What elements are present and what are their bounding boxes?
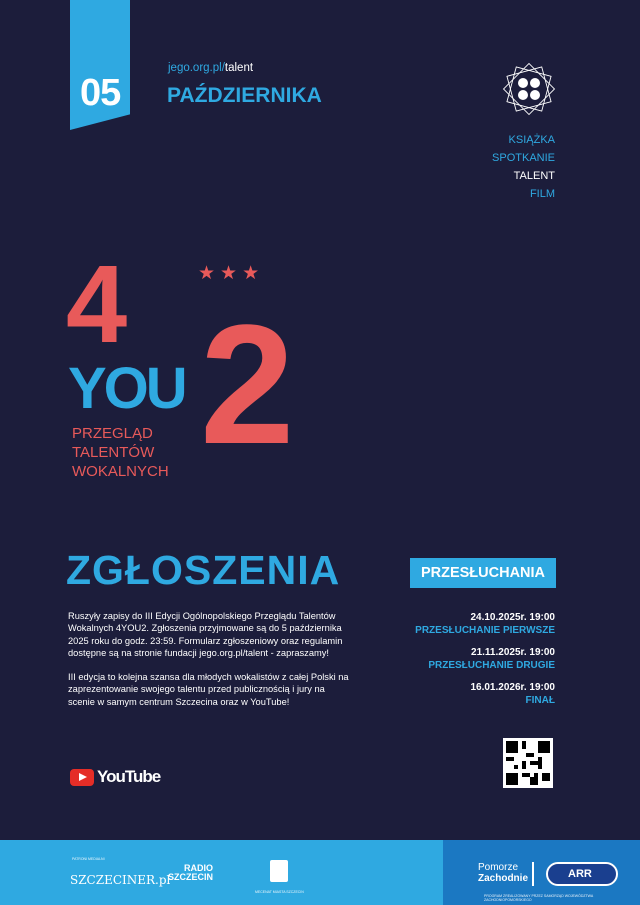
url-prefix: jego.org.pl/ (168, 62, 225, 74)
category-menu (492, 131, 555, 203)
logo-two: 2 (200, 290, 295, 480)
pomorze-line: Zachodnie (478, 873, 529, 884)
paragraph: III edycja to kolejna szansa dla młodych wokalistów z całej Polski na zaprezentowanie swojego talentu przed publicznością i jury na scenie w samym centrum Szczecina oraz w YouTube! (68, 672, 349, 707)
schedule-item (415, 682, 555, 707)
schedule-label: PRZESŁUCHANIE PIERWSZE (415, 624, 555, 636)
schedule-date: 21.11.2025r. 19:00 (471, 647, 555, 658)
paragraph: Ruszyły zapisy do III Edycji Ogólnopolskiego Przeglądu Talentów Wokalnych 4YOU2. Zgłoszenia przyjmowane są do 5 października 2025 roku do godz. 23:59. Formularz zgłoszeniowy oraz regulamin dostępne są na stronie fundacji jego.org.pl/talent - zapraszamy! (68, 611, 343, 658)
menu-item-talent[interactable]: TALENT (513, 170, 555, 182)
date-month: PAŹDZIERNIKA (167, 84, 322, 107)
auditions-schedule (415, 612, 555, 717)
schedule-item (415, 647, 555, 672)
arr-logo: ARR (546, 862, 618, 886)
pomorze-line: Pomorze (478, 862, 519, 873)
funding-note: PROGRAM ZREALIZOWANY PRZEZ SAMORZĄD WOJEWÓDZTWA ZACHODNIOPOMORSKIEGO (484, 894, 593, 902)
date-day: 05 (80, 72, 121, 114)
youtube-logo[interactable] (70, 767, 160, 787)
schedule-date: 16.01.2026r. 19:00 (470, 682, 555, 693)
radio-szczecin-logo (168, 864, 213, 882)
logo-subtitle (72, 424, 169, 481)
url-suffix: talent (224, 62, 254, 74)
subtitle-line: TALENTÓW (72, 444, 155, 461)
stars-icon: ★★★ (198, 263, 265, 284)
divider (532, 862, 534, 886)
szczeciner-logo: SZCZECINER.pl (70, 873, 171, 887)
pomorze-logo (455, 862, 528, 884)
auditions-heading: PRZESŁUCHANIA (410, 558, 556, 588)
menu-item-spotkanie[interactable]: SPOTKANIE (492, 152, 555, 164)
menu-item-ksiazka[interactable]: KSIĄŻKA (508, 134, 555, 146)
mecenat-logo-icon (270, 860, 288, 882)
schedule-label: PRZESŁUCHANIE DRUGIE (428, 659, 555, 671)
description (68, 610, 353, 720)
logo-four: 4 (66, 243, 128, 366)
youtube-label: YouTube (97, 767, 161, 786)
menu-item-film[interactable]: FILM (529, 188, 555, 200)
radio-line: SZCZECIN (168, 872, 213, 882)
patrons-label: PATRONI MEDIALNI (72, 857, 105, 861)
section-heading: ZGŁOSZENIA (66, 547, 341, 593)
youtube-play-icon (70, 769, 94, 786)
radio-line: RADIO (184, 863, 213, 873)
schedule-date: 24.10.2025r. 19:00 (470, 612, 555, 623)
qr-code-icon[interactable] (503, 738, 553, 788)
subtitle-line: WOKALNYCH (72, 463, 169, 480)
schedule-label: FINAŁ (525, 694, 555, 706)
foundation-logo-icon (498, 58, 560, 120)
website-link[interactable] (168, 62, 253, 74)
subtitle-line: PRZEGLĄD (72, 425, 153, 442)
mecenat-label: MECENAT MIASTA SZCZECIN (255, 890, 304, 894)
logo-you: YOU (68, 356, 185, 421)
schedule-item (415, 612, 555, 637)
